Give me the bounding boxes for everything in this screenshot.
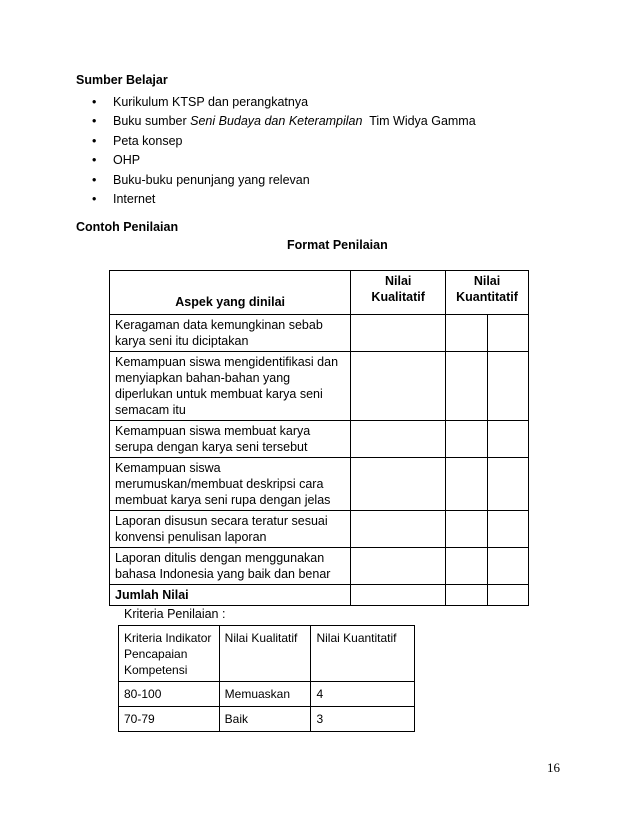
list-item: • Internet [92,190,476,209]
bullet-icon: • [92,153,97,168]
format-penilaian-table [109,270,529,606]
header-kualitatif: Nilai Kualitatif [219,626,311,682]
table-row [119,626,415,682]
aspek-cell: Kemampuan siswa merumuskan/membuat deskripsi cara membuat karya seni rupa dengan jelas [110,458,351,511]
aspek-cell: Keragaman data kemungkinan sebab karya seni itu diciptakan [110,315,351,352]
table-row [110,458,529,511]
bullet-icon: • [92,191,97,206]
list-item: • Buku-buku penunjang yang relevan [92,171,476,190]
list-item: • Peta konsep [92,132,476,151]
contoh-penilaian-heading: Contoh Penilaian [76,220,179,234]
jumlah-nilai-label: Jumlah Nilai [110,585,351,606]
aspek-cell: Laporan ditulis dengan menggunakan bahasa Indonesia yang baik dan benar [110,548,351,585]
table-row [110,548,529,585]
bullet-icon: • [92,133,97,148]
header-aspek: Aspek yang dinilai [110,271,351,315]
table-row: 80-100 Memuaskan 4 [119,682,415,707]
bullet-icon: • [92,95,97,109]
sumber-belajar-list [92,93,476,209]
format-penilaian-title: Format Penilaian [287,238,388,252]
table-row [110,511,529,548]
sumber-belajar-heading: Sumber Belajar [76,73,168,87]
aspek-cell: Kemampuan siswa mengidentifikasi dan menyiapkan bahan-bahan yang diperlukan untuk membuat karya seni semacam itu [110,352,351,421]
header-nilai-kualitatif: Nilai Kualitatif [351,271,446,315]
bullet-icon: • [92,114,97,129]
table-row [110,421,529,458]
header-nilai-kuantitatif: Nilai Kuantitatif [446,271,529,315]
list-item: • OHP [92,151,476,170]
page-number: 16 [547,760,560,775]
table-row-total [110,585,529,606]
list-item: • Kurikulum KTSP dan perangkatnya [92,93,476,112]
table-row [110,315,529,352]
list-item: • Buku sumber Seni Budaya dan Keterampilan Tim Widya Gamma [92,112,476,131]
table-row: 70-79 Baik 3 [119,707,415,732]
header-kuantitatif: Nilai Kuantitatif [311,626,415,682]
aspek-cell: Laporan disusun secara teratur sesuai konvensi penulisan laporan [110,511,351,548]
bullet-icon: • [92,172,97,187]
aspek-cell: Kemampuan siswa membuat karya serupa dengan karya seni tersebut [110,421,351,458]
kriteria-penilaian-label: Kriteria Penilaian : [124,607,226,621]
table-row [110,352,529,421]
kriteria-penilaian-table [118,625,415,732]
header-indikator: Kriteria Indikator Pencapaian Kompetensi [119,626,220,682]
